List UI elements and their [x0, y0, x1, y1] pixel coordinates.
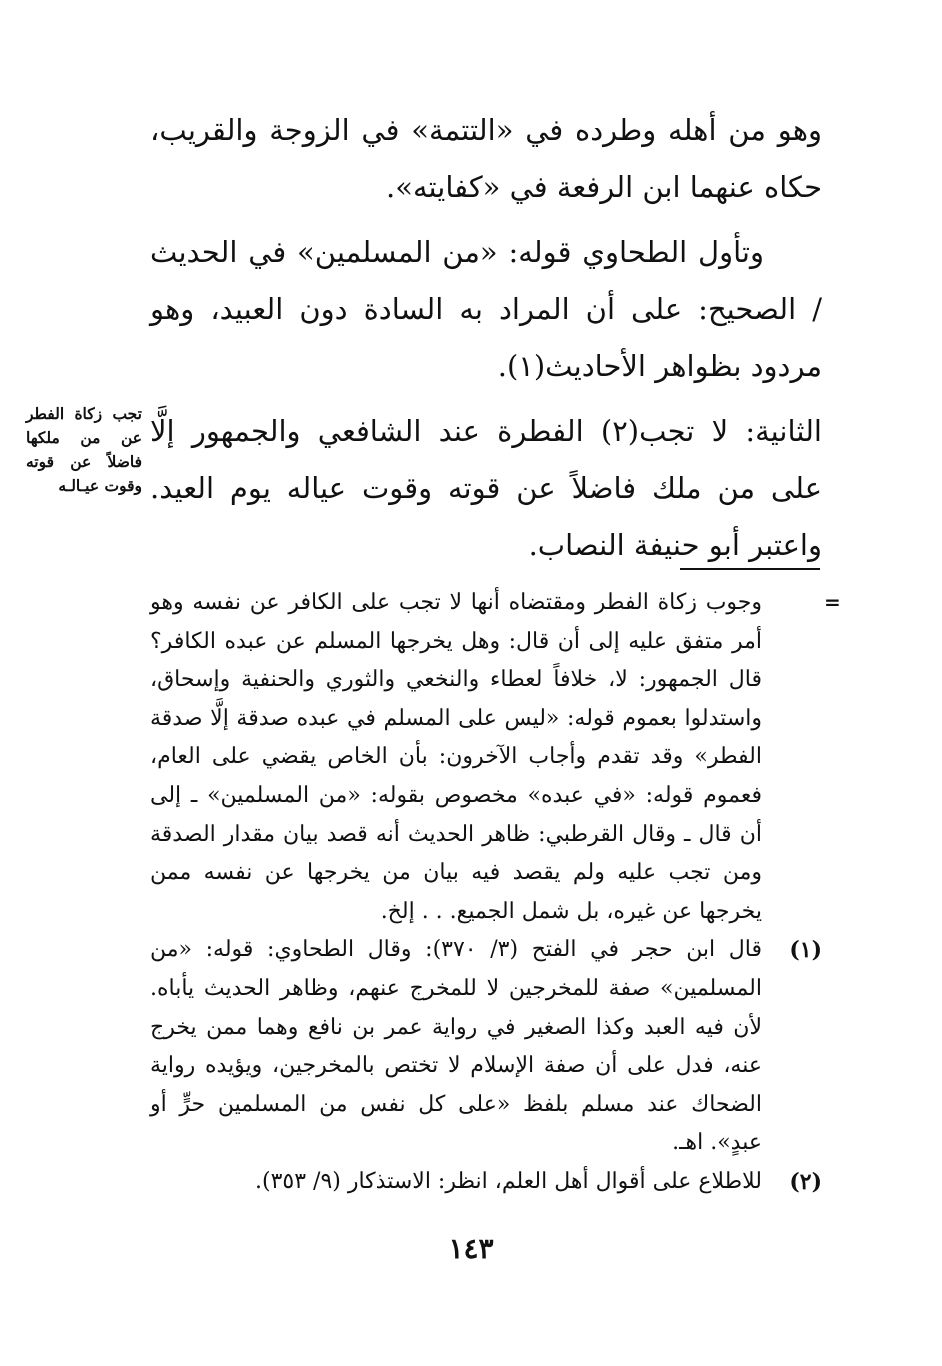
footnote-number: (١): [789, 937, 822, 964]
page-number: ١٤٣: [448, 1232, 494, 1265]
paragraph-3: الثانية: لا تجب(٢) الفطرة عند الشافعي والجمهور إلَّا على من ملك فاضلاً عن قوته وقوت عياله يوم العيد. واعتبر أبو حنيفة النصاب.: [150, 414, 822, 562]
footnote-number: (٢): [789, 1168, 822, 1195]
footnote-text: قال ابن حجر في الفتح (٣/ ٣٧٠): وقال الطحاوي: قوله: «من المسلمين» صفة للمخرجين لا للمخرج عنهم، وظاهر الحديث يأباه. لأن فيه العبد وكذا الصغير في رواية عمر بن نافع وهما ممن يخرج عنه، فدل على أن صفة الإسلام لا تختص بالمخرجين، ويؤيده رواية الضحاك عند مسلم بلفظ «على كل نفس من المسلمين حرٍّ أو عبدٍ». اهـ.: [150, 937, 763, 1156]
footnote-continued-text: وجوب زكاة الفطر ومقتضاه أنها لا تجب على الكافر عن نفسه وهو أمر متفق عليه إلى أن قال: وهل يخرجها المسلم عن عبده الكافر؟ قال الجمهور: لا، خلافاً لعطاء والنخعي والثوري والحنفية وإسحاق، واستدلوا بعموم قوله: «ليس على المسلم في عبده صدقة إلَّا صدقة الفطر» وقد تقدم وأجاب الآخرون: بأن الخاص يقضي على العام، فعموم قوله: «في عبده» مخصوص بقوله: «من المسلمين» ـ إلى أن قال ـ وقال القرطبي: ظاهر الحديث أنه قصد بيان مقدار الصدقة ومن تجب عليه ولم يقصد فيه بيان من يخرجها عن نفسه ممن يخرجها عن غيره، بل شمل الجميع. . . إلخ.: [150, 590, 762, 924]
footnote-continued-mark: =: [824, 590, 841, 614]
main-text: [150, 102, 822, 574]
paragraph-2: وتأول الطحاوي قوله: «من المسلمين» في الحديث / الصحيح: على أن المراد به السادة دون العبيد، وهو مردود بظواهر الأحاديث(١).: [150, 235, 822, 383]
paragraph-1: وهو من أهله وطرده في «التتمة» في الزوجة والقريب، حكاه عنهما ابن الرفعة في «كفايته».: [150, 113, 822, 204]
footnote-2: [150, 1163, 822, 1202]
footnote-1: [150, 931, 822, 1163]
footnote-text: للاطلاع على أقوال أهل العلم، انظر: الاستذكار (٩/ ٣٥٣).: [255, 1168, 762, 1194]
footnotes: [150, 584, 822, 1202]
footnote-divider: [680, 568, 820, 570]
margin-note: تجب زكاة الفطر عن من ملكها فاضلاً عن قوته وقوت عيـالـه: [26, 404, 142, 495]
